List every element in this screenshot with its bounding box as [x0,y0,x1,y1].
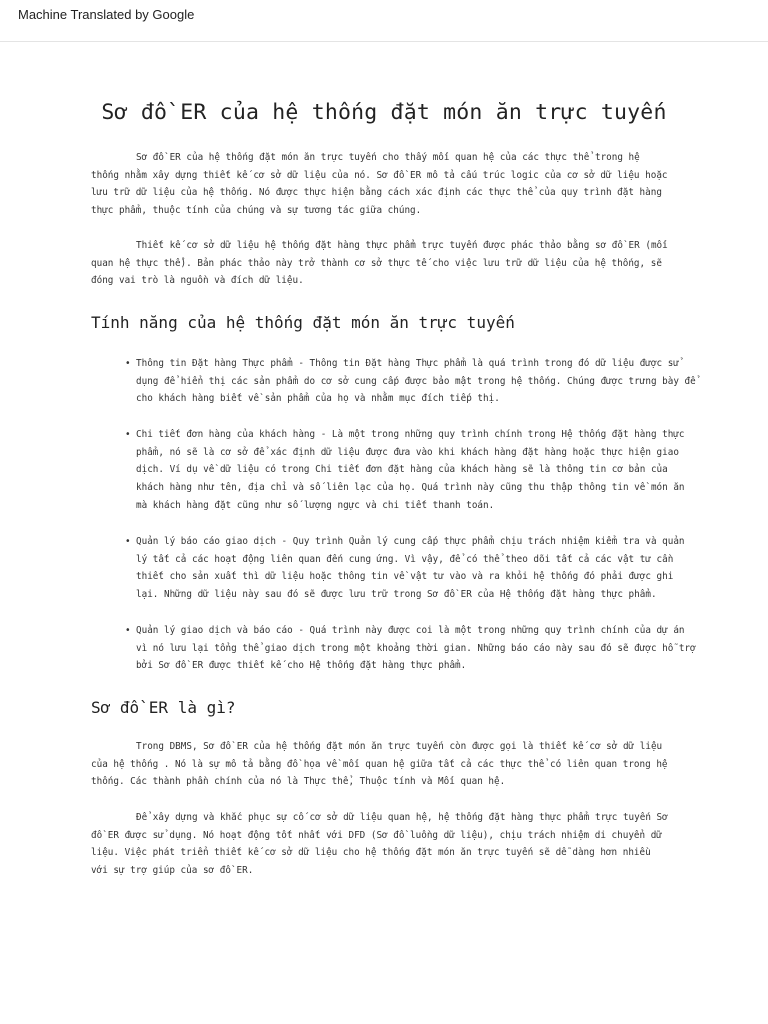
feature-item-text: Quản lý báo cáo giao dịch - Quy trình Quản lý cung cấp thực phẩm chịu trách nhiệm kiểm tra và quản lý tất cả các hoạt động liên quan đến cung ứng. Vì vậy, để có thể theo dõi tất cả các vật tư cần thiết cho sản xuất thì dữ liệu hoặc thông tin về vật tư vào và ra khỏi hệ thống đó phải được ghi lại. Những dữ liệu này sau đó sẽ được lưu trữ trong Sơ đồ ER của Hệ thống đặt hàng thực phẩm. [136,536,685,601]
feature-item-text: Chi tiết đơn hàng của khách hàng - Là một trong những quy trình chính trong Hệ thống đặt hàng thực phẩm, nó sẽ là cơ sở để xác định dữ liệu được đưa vào khi khách hàng đặt hàng hoặc thực hiện giao dịch. Ví dụ về dữ liệu có trong Chi tiết đơn đặt hàng của khách hàng sẽ là thông tin cơ bản của khách hàng như tên, địa chỉ và số liên lạc của họ. Quá trình này cũng thu thập thông tin về món ăn mà khách hàng đặt cũng như số lượng ngực và chi tiết thanh toán. [136,429,685,511]
bullet-icon: • [125,536,131,547]
feature-item-text: Quản lý giao dịch và báo cáo - Quá trình này được coi là một trong những quy trình chính của dự án vì nó lưu lại tổng thể giao dịch trong một khoảng thời gian. Những báo cáo này sau đó sẽ được hỗ trợ bởi Sơ đồ ER được thiết kế cho Hệ thống đặt hàng thực phẩm. [136,625,696,672]
feature-item-3 [114,533,698,604]
features-heading: Tính năng của hệ thống đặt món ăn trực tuyến [91,313,515,332]
feature-item-1 [114,355,698,408]
intro-paragraph-2: Thiết kế cơ sở dữ liệu hệ thống đặt hàng thực phẩm trực tuyến được phác thảo bằng sơ đồ ER (mối quan hệ thực thể). Bản phác thảo này trở thành cơ sở thực tế cho việc lưu trữ dữ liệu của hệ thống, sẽ đóng vai trò là nguồn và đích dữ liệu. [91,240,668,287]
feature-item-text: Thông tin Đặt hàng Thực phẩm - Thông tin Đặt hàng Thực phẩm là quá trình trong đó dữ liệu được sử dụng để hiển thị các sản phẩm do cơ sở cung cấp được bảo mật trong hệ thống. Chúng được trưng bày để cho khách hàng biết về sản phẩm của họ và nhằm mục đích tiếp thị. [136,358,696,405]
machine-translation-label: Machine Translated by Google [18,7,195,22]
bullet-icon: • [125,429,131,440]
what-is-er-paragraph-2: Để xây dựng và khắc phục sự cố cơ sở dữ liệu quan hệ, hệ thống đặt hàng thực phẩm trực tuyến Sơ đồ ER được sử dụng. Nó hoạt động tốt nhất với DFD (Sơ đồ luồng dữ liệu), chịu trách nhiệm di chuyển dữ liệu. Việc phát triển thiết kế cơ sở dữ liệu cho hệ thống đặt món ăn trực tuyến sẽ dễ dàng hơn nhiều với sự trợ giúp của sơ đồ ER. [91,812,668,877]
what-is-er-paragraph-1: Trong DBMS, Sơ đồ ER của hệ thống đặt món ăn trực tuyến còn được gọi là thiết kế cơ sở dữ liệu của hệ thống . Nó là sự mô tả bằng đồ họa về mối quan hệ giữa tất cả các thực thể có liên quan trong hệ thống. Các thành phần chính của nó là Thực thể, Thuộc tính và Mối quan hệ. [91,741,668,788]
feature-item-2 [114,426,698,515]
feature-item-4 [114,622,698,675]
what-is-er-heading: Sơ đồ ER là gì? [91,698,236,717]
intro-paragraph-1: Sơ đồ ER của hệ thống đặt món ăn trực tuyến cho thấy mối quan hệ của các thực thể trong hệ thống nhằm xây dựng thiết kế cơ sở dữ liệu của nó. Sơ đồ ER mô tả cấu trúc logic của cơ sở dữ liệu hoặc lưu trữ dữ liệu của hệ thống. Nó được thực hiện bằng cách xác định các thực thể của quy trình đặt hàng thực phẩm, thuộc tính của chúng và sự tương tác giữa chúng. [91,152,668,217]
page-title: Sơ đồ ER của hệ thống đặt món ăn trực tuyến [101,100,667,125]
bullet-icon: • [125,625,131,636]
header-divider [0,41,768,42]
bullet-icon: • [125,358,131,369]
